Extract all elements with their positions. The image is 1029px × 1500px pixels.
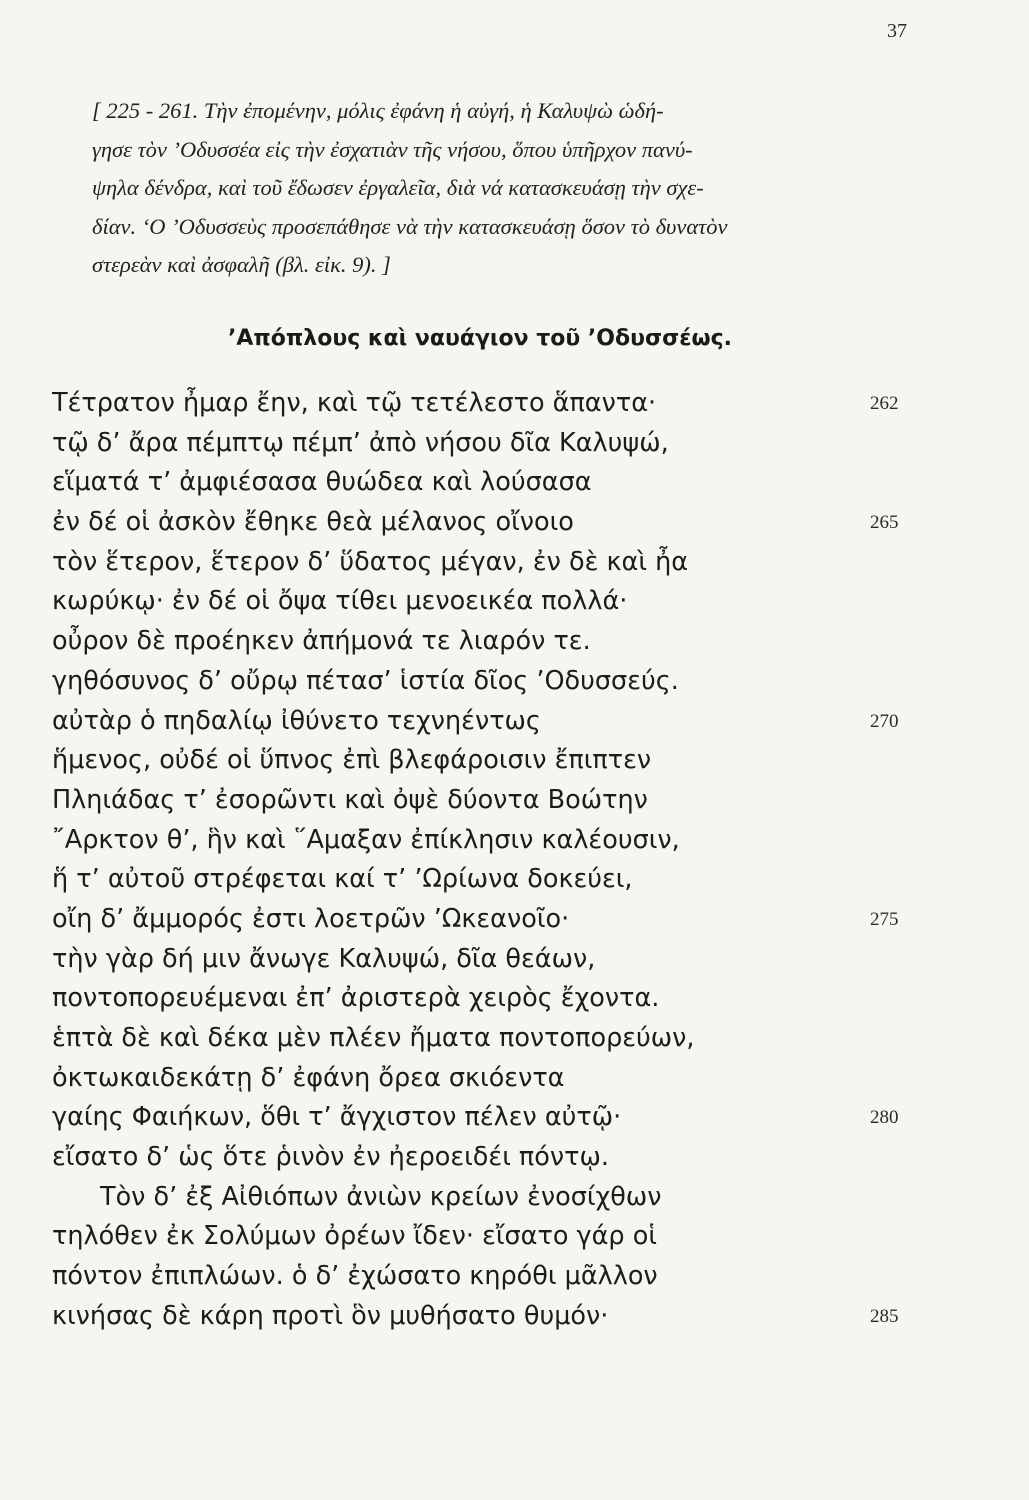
verse-line [0, 463, 1029, 503]
verse-line [0, 1178, 1029, 1218]
summary-line: δίαν. ‘Ο ’Οδυσσεὺς προσεπάθησε νὰ τὴν κατασκευάσῃ ὅσον τὸ δυνατὸν [92, 213, 728, 239]
summary-paragraph [92, 92, 942, 285]
verse-text: Πληιάδας τ’ ἐσορῶντι καὶ ὀψὲ δύοντα Βοώτην [52, 784, 648, 815]
summary-line: [ 225 - 261. Τὴν ἐπομένην, μόλις ἐφάνη ἡ αὐγή, ἡ Καλυψὼ ὡδή- [92, 98, 664, 123]
verse-text: τῷ δ’ ἄρα πέμπτῳ πέμπ’ ἀπὸ νήσου δῖα Καλυψώ, [52, 427, 669, 458]
line-number: 275 [870, 908, 899, 930]
summary-line: γησε τὸν ’Οδυσσέα εἰς τὴν ἐσχατιὰν τῆς νήσου, ὅπου ὑπῆρχον πανύ- [92, 136, 693, 162]
line-number: 270 [870, 710, 899, 732]
verse-text: γηθόσυνος δ’ οὔρῳ πέτασ’ ἱστία δῖος ’Οδυσσεύς. [52, 665, 679, 696]
verse-line [0, 1138, 1029, 1178]
summary-line: στερεὰν καὶ ἀσφαλῆ (βλ. εἰκ. 9). ] [92, 252, 391, 277]
verse-line [0, 424, 1029, 464]
verse-line [0, 821, 1029, 861]
verse-text: τὸν ἕτερον, ἕτερον δ’ ὕδατος μέγαν, ἐν δὲ καὶ ἦα [52, 546, 689, 577]
line-number: 265 [870, 512, 899, 534]
verse-line [0, 1257, 1029, 1297]
verse-line [0, 860, 1029, 900]
verse-text: κινήσας δὲ κάρη προτὶ ὃν μυθήσατο θυμόν· [52, 1300, 609, 1331]
section-heading: ’Απόπλους καὶ ναυάγιον τοῦ ’Οδυσσέως. [228, 326, 732, 351]
verse-block [0, 384, 1029, 1337]
verse-text: εἴσατο δ’ ὡς ὅτε ῥινὸν ἐν ἠεροειδέι πόντῳ. [52, 1142, 609, 1173]
verse-text: ἑπτὰ δὲ καὶ δέκα μὲν πλέεν ἤματα ποντοπορεύων, [52, 1023, 695, 1053]
verse-text: ἐν δέ οἱ ἀσκὸν ἔθηκε θεὰ μέλανος οἴνοιο [52, 507, 574, 538]
verse-text: οἴη δ’ ἄμμορός ἐστι λοετρῶν ’Ωκεανοῖο· [52, 903, 570, 934]
verse-text: ὀκτωκαιδεκάτῃ δ’ ἐφάνη ὄρεα σκιόεντα [52, 1062, 565, 1093]
verse-line [0, 940, 1029, 980]
verse-text: πόντον ἐπιπλώων. ὁ δ’ ἐχώσατο κηρόθι μᾶλλον [52, 1261, 658, 1292]
verse-text: αὐτὰρ ὁ πηδαλίῳ ἰθύνετο τεχνηέντως [52, 705, 541, 736]
verse-text: γαίης Φαιήκων, ὅθι τ’ ἄγχιστον πέλεν αὐτῷ· [52, 1102, 622, 1133]
verse-text: οὖρον δὲ προέηκεν ἀπήμονά τε λιαρόν τε. [52, 626, 591, 657]
verse-line [0, 702, 1029, 742]
verse-line [0, 543, 1029, 583]
verse-text: ῎Αρκτον θ’, ἣν καὶ ῞Αμαξαν ἐπίκλησιν καλέουσιν, [52, 824, 680, 855]
verse-text: τηλόθεν ἐκ Σολύμων ὀρέων ἴδεν· εἴσατο γάρ οἱ [52, 1221, 657, 1252]
verse-line [0, 662, 1029, 702]
verse-text: ἥ τ’ αὐτοῦ στρέφεται καί τ’ ’Ωρίωνα δοκεύει, [52, 864, 633, 895]
verse-line [0, 1297, 1029, 1337]
verse-line [0, 1217, 1029, 1257]
verse-text: εἵματά τ’ ἀμφιέσασα θυώδεα καὶ λούσασα [52, 467, 592, 498]
line-number: 262 [870, 393, 899, 414]
verse-line [0, 582, 1029, 622]
verse-text: ποντοπορευέμεναι ἐπ’ ἀριστερὰ χειρὸς ἔχοντα. [52, 983, 660, 1014]
line-number: 285 [870, 1305, 899, 1327]
verse-line [0, 1059, 1029, 1099]
verse-line [0, 1019, 1029, 1059]
verse-text: ἥμενος, οὐδέ οἱ ὕπνος ἐπὶ βλεφάροισιν ἔπιπτεν [52, 745, 652, 776]
summary-line: ψηλα δένδρα, καὶ τοῦ ἔδωσεν ἐργαλεῖα, διὰ νά κατασκευάσῃ τὴν σχε- [92, 175, 704, 200]
verse-text: κωρύκῳ· ἐν δέ οἱ ὄψα τίθει μενοεικέα πολλά· [52, 586, 628, 617]
verse-line [0, 741, 1029, 781]
verse-line [0, 622, 1029, 662]
verse-text: Τὸν δ’ ἐξ Αἰθιόπων ἀνιὼν κρείων ἐνοσίχθων [100, 1181, 662, 1212]
verse-text: Τέτρατον ἦμαρ ἔην, καὶ τῷ τετέλεστο ἅπαντα· [52, 388, 657, 418]
verse-line [0, 384, 1029, 424]
verse-line [0, 781, 1029, 821]
line-number: 280 [870, 1107, 899, 1129]
verse-line [0, 1098, 1029, 1138]
page-number: 37 [887, 20, 907, 42]
verse-line [0, 900, 1029, 940]
verse-line [0, 503, 1029, 543]
verse-text: τὴν γὰρ δή μιν ἄνωγε Καλυψώ, δῖα θεάων, [52, 943, 596, 974]
verse-line [0, 979, 1029, 1019]
